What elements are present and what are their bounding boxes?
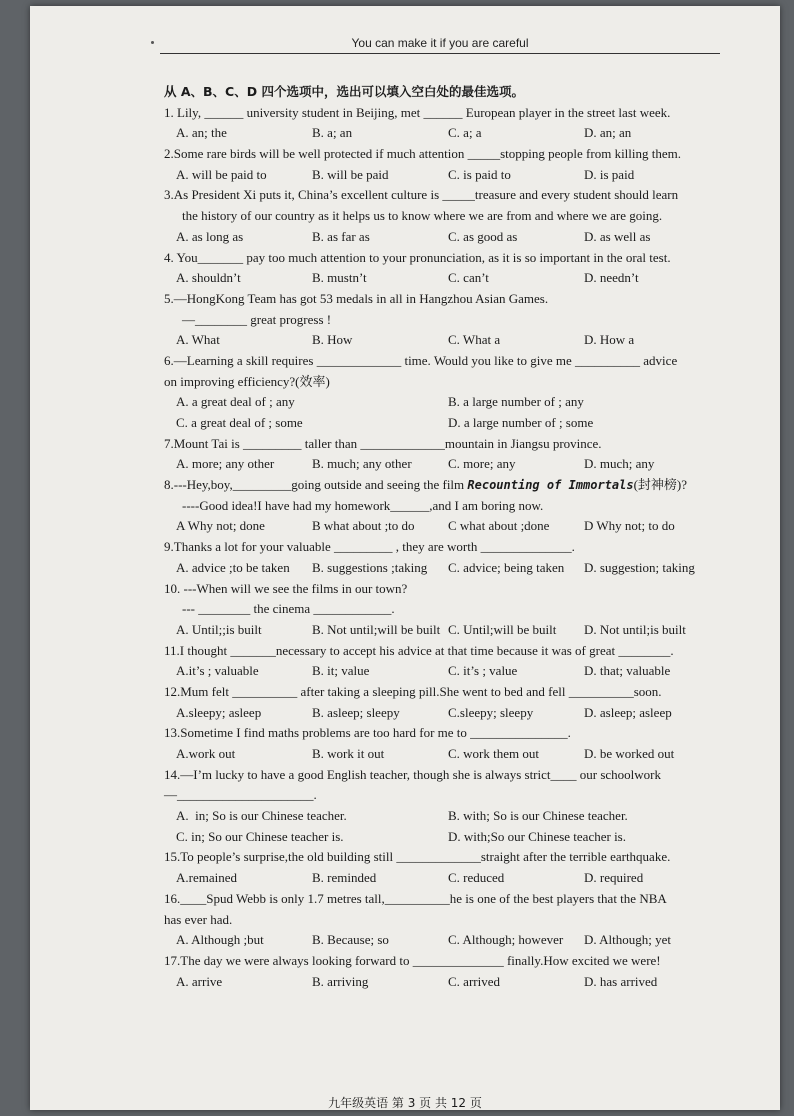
question-5-cont: —________ great progress !: [182, 311, 332, 327]
page-header: You can make it if you are careful: [351, 36, 529, 50]
question-17-options: A. arrive B. arriving C. arrived D. has arrived: [176, 973, 658, 989]
question-16-cont: has ever had.: [164, 911, 233, 927]
header-divider: [160, 53, 720, 54]
question-16-options: A. Although ;but B. Because; so C. Although; however D. Although; yet: [176, 932, 672, 948]
question-15: 15.To people’s surprise,the old building still _____________straight after the terrible earthquake.: [164, 849, 671, 865]
question-2-options: A. will be paid to B. will be paid C. is paid to D. is paid: [176, 166, 635, 182]
question-4-options: A. shouldn’t B. mustn’t C. can’t D. needn’t: [176, 270, 639, 286]
question-10-cont: --- ________ the cinema ____________.: [182, 601, 395, 617]
question-4: 4. You_______ pay too much attention to your pronunciation, as it is so important in the oral test.: [164, 249, 671, 265]
film-title: Recounting of Immortals: [467, 478, 634, 493]
question-1: 1. Lily, ______ university student in Beijing, met ______ European player in the street last week.: [164, 104, 671, 120]
question-14-cont: —_____________________.: [164, 787, 317, 803]
question-12: 12.Mum felt __________ after taking a sleeping pill.She went to bed and fell __________soon.: [164, 683, 662, 699]
question-10-options: A. Until;;is built B. Not until;will be built C. Until;will be built D. Not until;is built: [176, 621, 686, 637]
question-15-options: A.remained B. reminded C. reduced D. required: [176, 870, 644, 886]
question-14: 14.—I’m lucky to have a good English teacher, though she is always strict____ our schoolwork: [164, 766, 661, 782]
question-2: 2.Some rare birds will be well protected if much attention _____stopping people from killing them.: [164, 146, 682, 162]
question-6-options-cd: C. a great deal of ; some D. a large number of ; some: [176, 415, 594, 430]
question-12-options: A.sleepy; asleep B. asleep; sleepy C.sleepy; sleepy D. asleep; asleep: [176, 704, 672, 720]
question-5-options: A. What B. How C. What a D. How a: [176, 332, 635, 348]
question-6-cont: on improving efficiency?(效率): [164, 373, 330, 389]
question-1-options: A. an; the B. a; an C. a; a D. an; an: [176, 125, 632, 141]
instruction: 从 A、B、C、D 四个选项中，选出可以填入空白处的最佳选项。: [164, 84, 524, 99]
question-6-options-ab: A. a great deal of ; any B. a large number of ; any: [176, 394, 584, 410]
question-10: 10. ---When will we see the films in our town?: [164, 580, 408, 596]
question-17: 17.The day we were always looking forward to ______________ finally.How excited we were!: [164, 952, 661, 968]
question-13: 13.Sometime I find maths problems are too hard for me to _______________.: [164, 725, 571, 741]
question-list: [164, 82, 720, 992]
question-7-options: A. more; any other B. much; any other C. more; any D. much; any: [176, 456, 655, 472]
question-8: 8.---Hey,boy,_________going outside and seeing the film Recounting of Immortals (封神榜)?: [164, 475, 720, 496]
question-3: 3.As President Xi puts it, China’s excellent culture is _____treasure and every student should learn: [164, 187, 679, 203]
question-11-options: A.it’s ; valuable B. it; value C. it’s ; value D. that; valuable: [176, 663, 671, 679]
question-6: 6.—Learning a skill requires _____________ time. Would you like to give me __________ advice: [164, 352, 678, 368]
question-3-options: A. as long as B. as far as C. as good as D. as well as: [176, 228, 651, 244]
question-5: 5.—HongKong Team has got 53 medals in all in Hangzhou Asian Games.: [164, 290, 549, 306]
question-9-options: A. advice ;to be taken B. suggestions ;taking C. advice; being taken D. suggestion; taking: [176, 559, 695, 575]
question-16: 16.____Spud Webb is only 1.7 metres tall,__________he is one of the best players that the NBA: [164, 890, 667, 906]
question-3-cont: the history of our country as it helps us to know where we are from and where we are going.: [182, 208, 663, 224]
question-9: 9.Thanks a lot for your valuable _________ , they are worth ______________.: [164, 539, 575, 555]
question-14-options-ab: A. in; So is our Chinese teacher. B. with; So is our Chinese teacher.: [176, 808, 628, 824]
page-dot: [151, 41, 154, 44]
question-11: 11.I thought _______necessary to accept his advice at that time because it was of great ________.: [164, 642, 674, 658]
question-8-options: A Why not; done B what about ;to do C what about ;done D Why not; to do: [176, 518, 675, 534]
question-7: 7.Mount Tai is _________ taller than _____________mountain in Jiangsu province.: [164, 435, 602, 451]
question-14-options-cd: C. in; So our Chinese teacher is. D. with;So our Chinese teacher is.: [176, 828, 626, 844]
question-13-options: A.work out B. work it out C. work them out D. be worked out: [176, 746, 675, 761]
exam-page: [30, 6, 780, 1110]
page-footer: 九年级英语 第 3 页 共 12 页: [328, 1096, 482, 1110]
question-8-cont: ----Good idea!I have had my homework______,and I am boring now.: [182, 497, 544, 513]
